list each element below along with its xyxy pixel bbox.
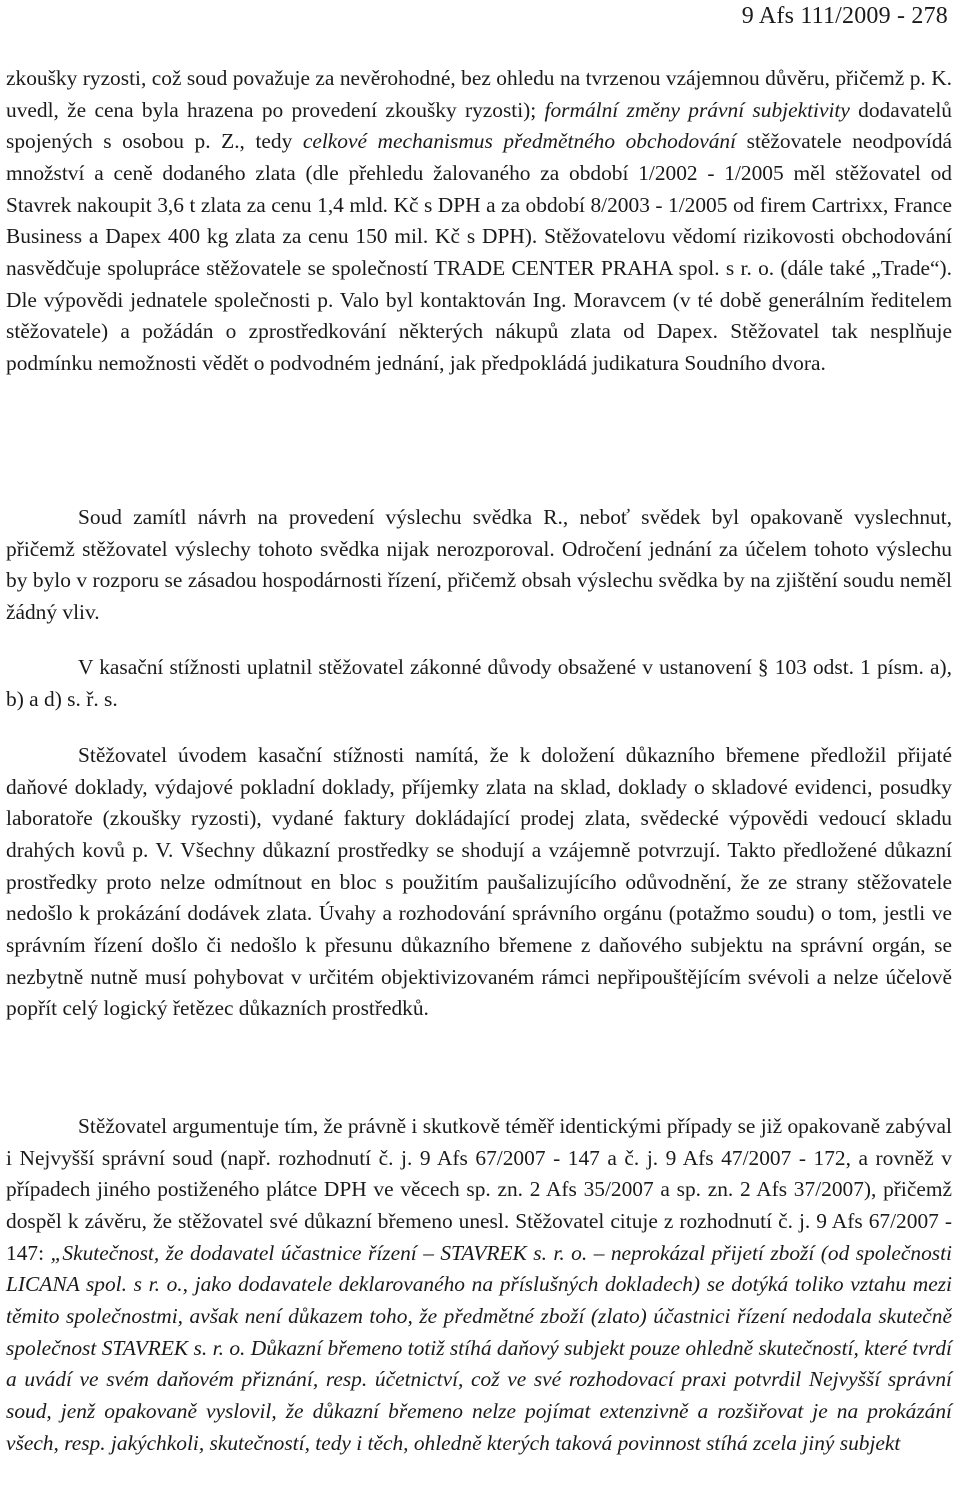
paragraph-1-text-b: dodavatelů spojených s osobou p. Z., tedy [6,97,952,154]
paragraph-5-text: Stěžovatel argumentuje tím, že právně i skutkově téměř identickými případy se již opakovaně zabýval i Nejvyšší správní soud (např. rozhodnutí č. j. 9 Afs 67/2007 - 147 a č. j. 9 Afs 47/2007 - 172, a rovněž v případech jiného postiženého plátce DPH ve věcech sp. zn. 2 Afs 35/2007 a sp. zn. 2 Afs 37/2007), přičemž dospěl k závěru, že stěžovatel své důkazní břemeno unesl. Stěžovatel cituje z rozhodnutí č. j. 9 Afs 67/2007 - 147: [6,1114,952,1265]
paragraph-1-italic-b: celkové mechanismus předmětného obchodování [302,129,737,154]
case-number: 9 Afs 111/2009 - 278 [741,3,948,29]
paragraph-1-italic-a: formální změny právní subjektivity [544,97,850,122]
paragraph-4: Stěžovatel úvodem kasační stížnosti namítá, že k doložení důkazního břemene předložil přijaté daňové doklady, výdajové pokladní doklady, příjemky zlata na sklad, doklady o skladové evidenci, posudky laboratoře (zkoušky ryzosti), vydané faktury dokládající prodej zlata, svědecké výpovědi vedoucí skladu drahých kovů p. V. Všechny důkazní prostředky se shodují a vzájemně potvrzují. Takto předložené důkazní prostředky proto nelze odmítnout en bloc s použitím paušalizujícího odůvodnění, že ze strany stěžovatele nedošlo k prokázání dodávek zlata. Úvahy a rozhodování správního orgánu (potažmo soudu) o tom, jestli ve správním řízení došlo či nedošlo k přesunu důkazního břemene z daňového subjektu na správní orgán, se nezbytně nutně musí pohybovat v určitém objektivizovaném rámci nepřipouštějícím svévoli a nelze účelově popřít celý logický řetězec důkazních prostředků. [6,743,952,1021]
paragraph-2: Soud zamítl návrh na provedení výslechu svědka R., neboť svědek byl opakovaně vyslechnut, přičemž stěžovatel výslechy tohoto svědka nijak nerozporoval. Odročení jednání za účelem tohoto výslechu by bylo v rozporu se zásadou hospodárnosti řízení, přičemž obsah výslechu svědka by na zjištění soudu neměl žádný vliv. [6,505,952,624]
paragraph-1-text-c: stěžovatele neodpovídá množství a ceně dodaného zlata (dle přehledu žalovaného za období 1/2002 - 1/2005 měl stěžovatel od Stavrek nakoupit 3,6 t zlata za cenu 1,4 mld. Kč s DPH a za období 8/2003 - 1/2005 od firem Cartrixx, France Business a Dapex 400 kg zlata za cenu 150 mil. Kč s DPH). Stěžovatelovu vědomí rizikovosti obchodování nasvědčuje spolupráce stěžovatele se společností TRADE CENTER PRAHA spol. s r. o. (dále také „Trade“). Dle výpovědi jednatele společnosti p. Valo byl kontaktován Ing. Moravcem (v té době generálním ředitelem stěžovatele) a požádán o zprostředkování některých nákupů zlata od Dapex. Stěžovatel tak nesplňuje podmínku nemožnosti vědět o podvodném jednání, jak předpokládá judikatura Soudního dvora. [6,129,953,375]
paragraph-3: V kasační stížnosti uplatnil stěžovatel zákonné důvody obsažené v ustanovení § 103 odst. 1 písm. a), b) a d) s. ř. s. [6,655,952,711]
paragraph-1 [6,63,952,380]
paragraph-5-quotation: „Skutečnost, že dodavatel účastnice řízení – STAVREK s. r. o. – neprokázal přijetí zboží (od společnosti LICANA spol. s r. o., jako dodavatele deklarovaného na příslušných dokladech) se dotýká toliko vztahu mezi těmito společnostmi, avšak není důkazem toho, že předmětné zboží (zlato) účastnici řízení nedodala skutečně společnost STAVREK s. r. o. Důkazní břemeno totiž stíhá daňový subjekt pouze ohledně skutečností, které tvrdí a uvádí ve svém daňovém přiznání, resp. účetnictví, což ve své rozhodovací praxi potvrdil Nejvyšší správní soud, jenž opakovaně vyslovil, že důkazní břemeno nelze pojímat extenzivně a rozšiřovat je na prokázání všech, resp. jakýchkoli, skutečností, tedy i těch, ohledně kterých taková povinnost stíhá zcela jiný subjekt [6,1240,952,1455]
paragraph-1-text-a: zkoušky ryzosti, což soud považuje za nevěrohodné, bez ohledu na tvrzenou vzájemnou důvěru, přičemž p. K. uvedl, že cena byla hrazena po provedení zkoušky ryzosti); [6,66,952,122]
paragraph-5 [6,1111,952,1459]
